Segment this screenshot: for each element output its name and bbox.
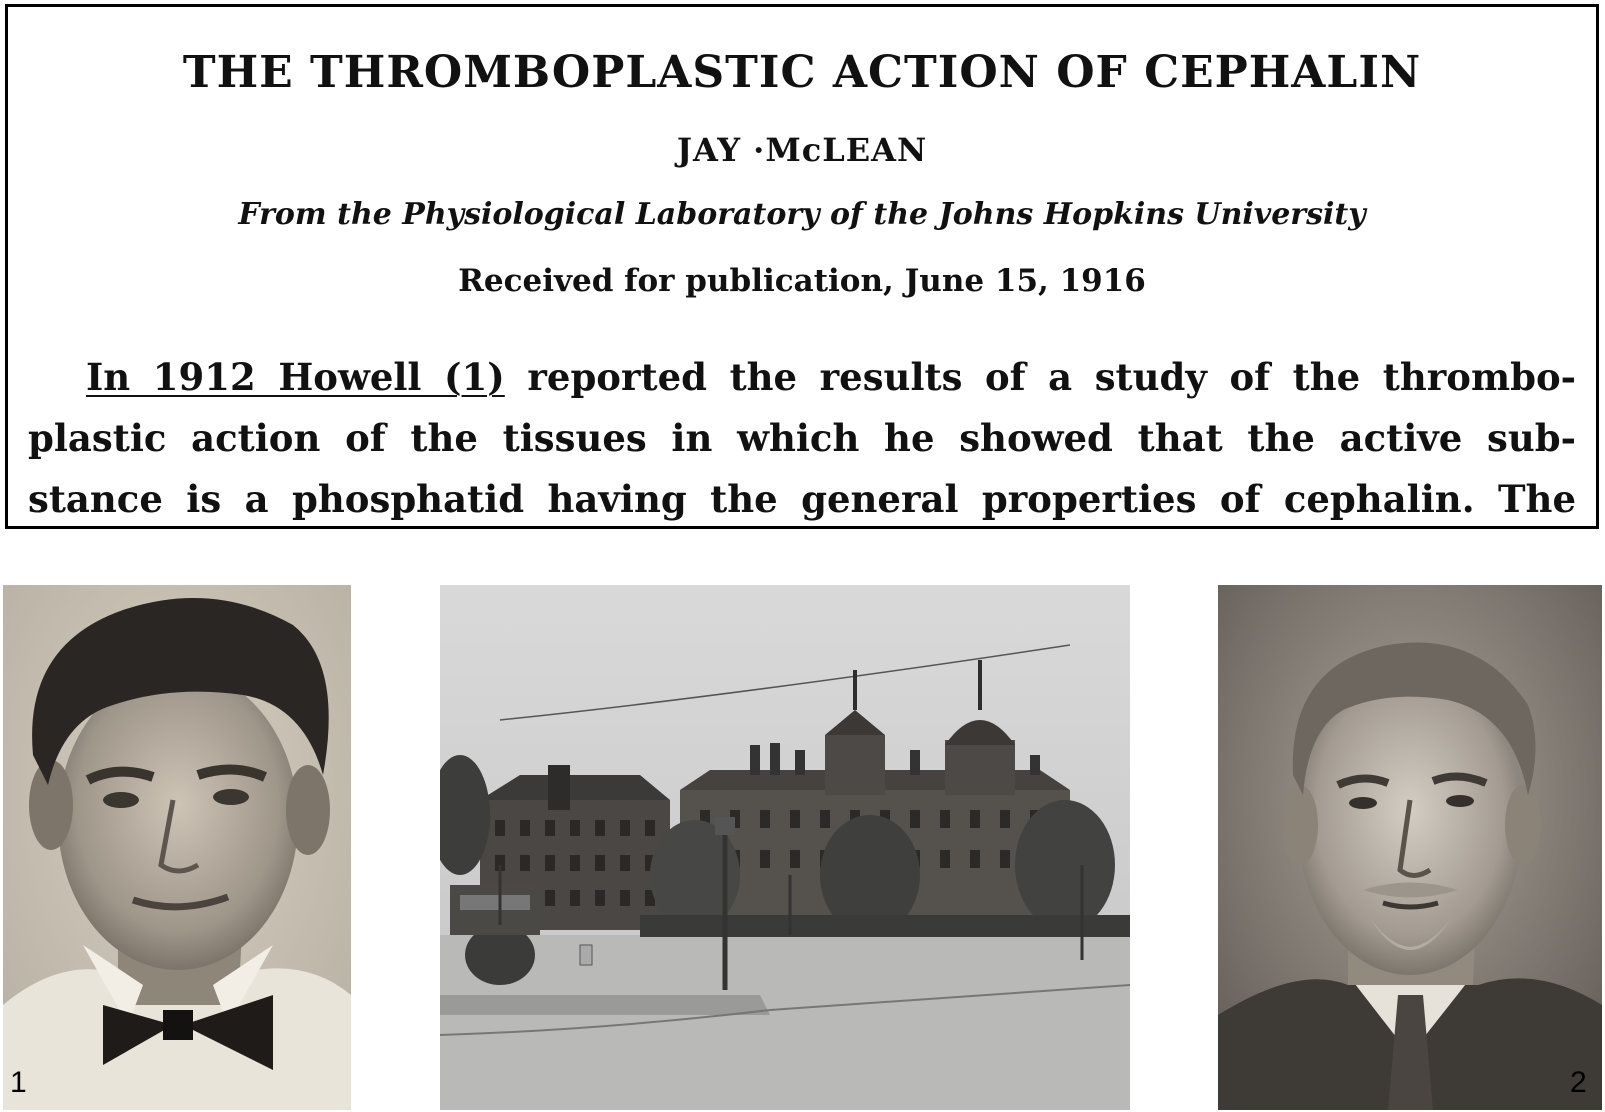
- article-body: [28, 347, 1576, 530]
- body-line-3: stance is a phosphatid having the general properties of cephalin. The: [28, 477, 1576, 521]
- article-excerpt: [5, 4, 1599, 529]
- article-affiliation: From the Physiological Laboratory of the Johns Hopkins University: [238, 197, 1366, 232]
- underlined-citation: In 1912 Howell (1): [86, 355, 505, 399]
- figure-label-2: 2: [1570, 1066, 1587, 1099]
- article-author: JAY ·McLEAN: [676, 131, 928, 169]
- body-line-1: [28, 347, 1576, 408]
- article-received-date: Received for publication, June 15, 1916: [458, 263, 1146, 299]
- body-line-1-text: reported the results of a study of the thrombo-: [504, 355, 1576, 399]
- hospital-building-photo: [440, 585, 1130, 1110]
- portrait-photo-mclean: [3, 585, 351, 1110]
- article-title: THE THROMBOPLASTIC ACTION OF CEPHALIN: [182, 47, 1422, 98]
- portrait-photo-howell: [1218, 585, 1602, 1110]
- figure-label-1: 1: [10, 1066, 27, 1099]
- body-line-2: plastic action of the tissues in which he showed that the active sub-: [28, 416, 1576, 460]
